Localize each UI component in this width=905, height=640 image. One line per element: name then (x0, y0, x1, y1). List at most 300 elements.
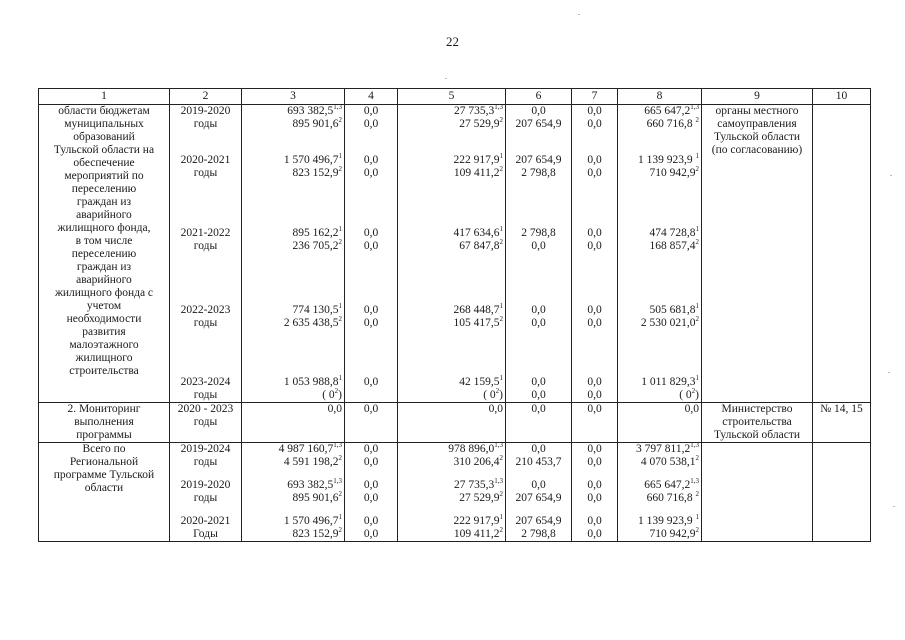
amount (400, 118, 503, 131)
measure-name-line: малоэтажного (69, 339, 139, 351)
amount-footnote: 2 (695, 454, 699, 462)
cell-c8 (618, 403, 702, 443)
period-years: 2019-2020 (180, 105, 231, 117)
amount-footnote: 1 (338, 513, 342, 521)
amount (244, 105, 342, 118)
amount-footnote: 2 (338, 238, 342, 246)
amount-footnote: 2 (499, 454, 503, 462)
amount-value: 0,0 (531, 317, 546, 329)
amount-value: 417 634,6 (453, 227, 500, 239)
measure-name-line: жилищного фонда, (57, 222, 151, 234)
cell-c7 (572, 403, 618, 443)
amount-footnote: 2 (338, 116, 342, 124)
period-years: 2020-2021 (180, 154, 231, 166)
amount-value: 222 917,9 (453, 515, 500, 527)
executor-line: строительства (722, 416, 792, 428)
amount (244, 389, 342, 402)
amount (620, 304, 699, 317)
amount-value: 0,0 (363, 443, 379, 455)
cell-c3 (242, 443, 345, 542)
amount-footnote: 1 (499, 513, 503, 521)
amount-value: 105 417,5 (453, 317, 500, 329)
amount-value: 0,0 (587, 118, 602, 130)
table-row (39, 403, 871, 443)
amount-footnote: 2 (499, 116, 503, 124)
period-years: годы (193, 167, 218, 179)
amount-footnote: 2 (499, 315, 503, 323)
amount (244, 528, 342, 541)
amount-footnote: 2 (495, 387, 500, 395)
amount (620, 240, 699, 253)
amount-value: 0,0 (531, 479, 546, 491)
amount-close: ) (695, 389, 699, 401)
cell-years (170, 443, 242, 542)
amount-footnote: 1,3 (690, 477, 699, 485)
scan-speck (890, 175, 892, 176)
amount-value: 0,0 (531, 304, 546, 316)
amount-footnote: 1 (499, 374, 503, 382)
header-col-2: 2 (170, 89, 242, 105)
amount (244, 317, 342, 330)
amount-value: 2 798,8 (521, 167, 556, 179)
cell-c6 (506, 105, 572, 403)
amount-footnote: 2 (338, 454, 342, 462)
amount (400, 167, 503, 180)
amount (244, 479, 342, 492)
measure-name-line: переселению (71, 183, 137, 195)
executor-line: самоуправления (717, 118, 797, 130)
amount-footnote: 2 (338, 526, 342, 534)
cell-c3 (242, 403, 345, 443)
amount-value: 0,0 (327, 403, 342, 415)
amount-value: 27 735,3 (454, 105, 495, 117)
amount-value: 4 987 160,7 (278, 443, 334, 455)
measure-name-line: жилищного фонда с (54, 287, 154, 299)
measure-name-cell (39, 443, 170, 542)
cell-c6 (506, 403, 572, 443)
amount-close: ) (338, 389, 342, 401)
amount-footnote: 1,3 (494, 442, 503, 449)
executor-line: Тульской области (713, 131, 800, 143)
amount-value: 665 647,2 (644, 105, 691, 117)
amount-footnote: 2 (499, 490, 503, 498)
amount (400, 154, 503, 167)
amount-footnote: 2 (695, 490, 699, 498)
scan-speck (445, 78, 447, 79)
amount-value: 0,0 (531, 105, 546, 117)
header-col-10: 10 (813, 89, 871, 105)
amount-value: 2 635 438,5 (283, 317, 339, 329)
cell-c5 (398, 443, 506, 542)
amount-value: 0,0 (363, 105, 379, 117)
cell-years (170, 403, 242, 443)
amount-value: 1 570 496,7 (283, 154, 339, 166)
amount-footnote: 2 (499, 165, 503, 173)
amount-footnote: 2 (338, 315, 342, 323)
amount-value: ( 0 (483, 389, 496, 401)
period-years: 2019-2020 (180, 479, 231, 491)
indicator-value: № 14, 15 (820, 403, 863, 415)
amount-value: 0,0 (587, 240, 602, 252)
amount-value: 710 942,9 (649, 167, 696, 179)
budget-table (38, 88, 871, 542)
amount-footnote: 2 (334, 387, 339, 395)
amount-value: 0,0 (363, 118, 379, 130)
amount (400, 304, 503, 317)
cell-c4 (345, 443, 398, 542)
amount (620, 456, 699, 469)
measure-name-cell (39, 403, 170, 443)
amount-footnote: 1 (695, 513, 699, 521)
amount-value: 27 529,9 (459, 492, 500, 504)
amount-value: 168 857,4 (649, 240, 696, 252)
amount-value: 109 411,2 (453, 167, 500, 179)
amount-value: 0,0 (363, 403, 379, 415)
amount-value: 2 798,8 (521, 528, 556, 540)
measure-name-line: Региональной (69, 456, 139, 468)
amount-value: 0,0 (587, 304, 602, 316)
amount-value: 0,0 (531, 389, 546, 401)
amount-value: 27 735,3 (454, 479, 495, 491)
amount (400, 105, 503, 118)
amount-value: 0,0 (587, 105, 602, 117)
amount-footnote: 2 (691, 387, 696, 395)
measure-name-line: области (84, 482, 124, 494)
measure-name-line: образований (73, 131, 135, 143)
amount-value: 207 654,9 (515, 515, 562, 527)
measure-name-line: мероприятий по (64, 170, 144, 182)
period-years: 2020 - 2023 (177, 403, 234, 415)
amount-value: 4 591 198,2 (283, 456, 339, 468)
measure-name-line: переселению (71, 248, 137, 260)
cell-c6 (506, 443, 572, 542)
amount-value: 0,0 (363, 528, 379, 540)
amount-value: 0,0 (587, 479, 602, 491)
header-col-1: 1 (39, 89, 170, 105)
header-col-5: 5 (398, 89, 506, 105)
amount-value: 895 901,6 (292, 118, 339, 130)
executor-line: (по согласованию) (711, 144, 803, 156)
amount-footnote: 2 (695, 165, 699, 173)
amount-value: 0,0 (363, 456, 379, 468)
amount-value: 0,0 (531, 443, 546, 455)
executor-line: органы местного (715, 105, 799, 117)
measure-name-line: аварийного (76, 209, 132, 221)
measure-name-line: аварийного (76, 274, 132, 286)
amount-footnote: 1 (338, 374, 342, 382)
page-number: 22 (446, 34, 459, 49)
period-years: годы (193, 456, 218, 468)
executor-cell (702, 105, 813, 403)
amount-value: 0,0 (587, 456, 602, 468)
period-years: 2019-2024 (180, 443, 231, 455)
measure-name-line: муниципальных (64, 118, 144, 130)
amount-value: 222 917,9 (453, 154, 500, 166)
amount-footnote: 1 (499, 152, 503, 160)
period-years: годы (193, 389, 218, 401)
amount-value: 895 901,6 (292, 492, 339, 504)
amount-footnote: 1 (695, 374, 699, 382)
amount-value: 505 681,8 (649, 304, 696, 316)
indicator-cell (813, 403, 871, 443)
amount-value: ( 0 (322, 389, 335, 401)
amount (620, 443, 699, 456)
header-col-9: 9 (702, 89, 813, 105)
amount-footnote: 1,3 (333, 442, 342, 449)
amount-value: 268 448,7 (453, 304, 500, 316)
amount-value: 474 728,8 (649, 227, 696, 239)
cell-c4 (345, 403, 398, 443)
scan-speck (888, 372, 890, 373)
amount-value: 895 162,2 (292, 227, 339, 239)
amount (400, 240, 503, 253)
amount-value: 207 654,9 (515, 154, 562, 166)
amount-footnote: 2 (695, 526, 699, 534)
amount-value: ( 0 (679, 389, 692, 401)
amount-footnote: 1 (338, 302, 342, 310)
amount-footnote: 2 (338, 490, 342, 498)
amount-footnote: 1,3 (333, 104, 342, 111)
amount-value: 0,0 (363, 376, 379, 388)
cell-c7 (572, 443, 618, 542)
period-years: 2020-2021 (180, 515, 231, 527)
amount (400, 456, 503, 469)
amount (400, 479, 503, 492)
table-row (39, 105, 871, 403)
amount-value: 0,0 (587, 389, 602, 401)
amount-value: 207 654,9 (515, 118, 562, 130)
executor-cell (702, 443, 813, 542)
amount (620, 389, 699, 402)
cell-c8 (618, 443, 702, 542)
amount (244, 167, 342, 180)
header-col-7: 7 (572, 89, 618, 105)
amount-footnote: 2 (695, 315, 699, 323)
measure-name-line: обеспечение (73, 157, 135, 169)
amount-value: 978 896,0 (448, 443, 495, 455)
amount-value: 1 139 923,9 (638, 515, 696, 527)
measure-name-line: Всего по (82, 443, 126, 455)
amount (400, 443, 503, 456)
measure-name-line: необходимости (66, 313, 142, 325)
period-years: Годы (193, 528, 218, 540)
amount-footnote: 1,3 (494, 477, 503, 485)
amount (620, 227, 699, 240)
amount (400, 515, 503, 528)
amount-value: 0,0 (363, 167, 379, 179)
period-years: годы (193, 118, 218, 130)
amount-value: 0,0 (684, 403, 699, 415)
amount (400, 317, 503, 330)
amount-footnote: 1 (695, 152, 699, 160)
measure-name-line: программы (76, 429, 132, 441)
measure-name-line: Тульской области на (53, 144, 155, 156)
amount (620, 492, 699, 505)
indicator-cell (813, 443, 871, 542)
header-row (39, 89, 871, 105)
amount (244, 492, 342, 505)
amount (620, 376, 699, 389)
amount-value: 2 530 021,0 (640, 317, 696, 329)
amount-value: 0,0 (587, 528, 602, 540)
amount-footnote: 2 (499, 238, 503, 246)
amount (400, 528, 503, 541)
amount-footnote: 1 (338, 225, 342, 233)
amount-footnote: 1,3 (494, 104, 503, 111)
header-col-3: 3 (242, 89, 345, 105)
amount-value: 0,0 (531, 403, 546, 415)
amount (244, 515, 342, 528)
period-years: 2022-2023 (180, 304, 231, 316)
executor-cell (702, 403, 813, 443)
amount-footnote: 1,3 (690, 442, 699, 449)
amount (400, 492, 503, 505)
scan-speck (893, 506, 895, 507)
executor-line: Тульской области (713, 429, 800, 441)
amount-value: 1 570 496,7 (283, 515, 339, 527)
amount-footnote: 2 (499, 526, 503, 534)
amount-value: 207 654,9 (515, 492, 562, 504)
amount (620, 479, 699, 492)
amount (400, 376, 503, 389)
amount (244, 240, 342, 253)
amount-value: 67 847,8 (459, 240, 500, 252)
amount-value: 0,0 (587, 154, 602, 166)
amount-footnote: 1 (499, 302, 503, 310)
measure-name-line: граждан из (76, 196, 132, 208)
amount-value: 823 152,9 (292, 528, 339, 540)
amount (620, 105, 699, 118)
amount-value: 0,0 (587, 443, 602, 455)
measure-name-line: выполнения (74, 416, 134, 428)
executor-line: Министерство (721, 403, 793, 415)
amount-value: 0,0 (363, 317, 379, 329)
measure-name-line: программе Тульской (53, 469, 155, 481)
amount-value: 0,0 (363, 479, 379, 491)
amount-value: 774 130,5 (292, 304, 339, 316)
amount (620, 167, 699, 180)
amount-value: 0,0 (363, 304, 379, 316)
amount-footnote: 2 (695, 238, 699, 246)
amount-value: 2 798,8 (521, 227, 556, 239)
amount-value: 665 647,2 (644, 479, 691, 491)
amount-value: 0,0 (363, 515, 379, 527)
header-col-4: 4 (345, 89, 398, 105)
amount-value (347, 389, 395, 402)
measure-name-line: жилищного (75, 352, 133, 364)
amount-value: 1 011 829,3 (641, 376, 696, 388)
amount (244, 376, 342, 389)
amount-value: 660 716,8 (646, 492, 696, 504)
amount-value: 0,0 (587, 227, 602, 239)
amount (244, 154, 342, 167)
measure-name-line: граждан из (76, 261, 132, 273)
period-years: годы (193, 416, 218, 428)
amount (400, 389, 503, 402)
period-years: 2023-2024 (180, 376, 231, 388)
period-years: годы (193, 492, 218, 504)
amount-footnote: 1 (695, 225, 699, 233)
amount-value: 0,0 (363, 227, 379, 239)
amount-value: 0,0 (587, 492, 602, 504)
measure-name-line: 2. Мониторинг (67, 403, 141, 415)
measure-name-cell (39, 105, 170, 403)
cell-c5 (398, 403, 506, 443)
amount-value: 0,0 (587, 167, 602, 179)
amount-value: 4 070 538,1 (640, 456, 696, 468)
amount-footnote: 1 (338, 152, 342, 160)
amount-close: ) (499, 389, 503, 401)
amount-value: 0,0 (531, 376, 546, 388)
amount-footnote: 2 (338, 165, 342, 173)
amount (620, 154, 699, 167)
header-col-8: 8 (618, 89, 702, 105)
amount-value: 710 942,9 (649, 528, 696, 540)
amount-footnote: 2 (695, 116, 699, 124)
amount (244, 443, 342, 456)
amount (620, 528, 699, 541)
amount (620, 118, 699, 131)
period-years: 2021-2022 (180, 227, 231, 239)
cell-c5 (398, 105, 506, 403)
measure-name-line: области бюджетам (58, 105, 150, 117)
cell-c8 (618, 105, 702, 403)
amount-value: 823 152,9 (292, 167, 339, 179)
table-row (39, 443, 871, 542)
amount (244, 304, 342, 317)
measure-name-line: в том числе (75, 235, 133, 247)
amount-value: 660 716,8 (646, 118, 696, 130)
amount-value: 0,0 (587, 403, 602, 415)
amount-value: 1 139 923,9 (638, 154, 696, 166)
amount-value: 0,0 (587, 317, 602, 329)
indicator-cell (813, 105, 871, 403)
amount (620, 317, 699, 330)
cell-c3 (242, 105, 345, 403)
amount (244, 456, 342, 469)
amount-value: 42 159,5 (459, 376, 500, 388)
amount-value: 0,0 (363, 154, 379, 166)
amount-value: 27 529,9 (459, 118, 500, 130)
amount (620, 515, 699, 528)
cell-c4 (345, 105, 398, 403)
amount (400, 227, 503, 240)
amount-value: 0,0 (488, 403, 503, 415)
measure-name-line: учетом (86, 300, 122, 312)
measure-name-line: строительства (69, 365, 139, 377)
cell-years (170, 105, 242, 403)
amount-value: 210 453,7 (515, 456, 562, 468)
measure-name-line: развития (82, 326, 126, 338)
period-years: годы (193, 240, 218, 252)
scan-speck (578, 14, 580, 15)
amount-value: 1 053 988,8 (283, 376, 339, 388)
amount-footnote: 1,3 (690, 104, 699, 111)
amount-value: 693 382,5 (287, 479, 334, 491)
amount-value: 310 206,4 (453, 456, 500, 468)
header-col-6: 6 (506, 89, 572, 105)
amount-value: 0,0 (587, 376, 602, 388)
amount-value: 0,0 (363, 240, 379, 252)
amount-value: 0,0 (587, 515, 602, 527)
amount (244, 227, 342, 240)
cell-c7 (572, 105, 618, 403)
amount-value: 693 382,5 (287, 105, 334, 117)
amount-footnote: 1 (499, 225, 503, 233)
amount-value: 109 411,2 (453, 528, 500, 540)
amount-value: 0,0 (531, 240, 546, 252)
amount-footnote: 1,3 (333, 477, 342, 485)
